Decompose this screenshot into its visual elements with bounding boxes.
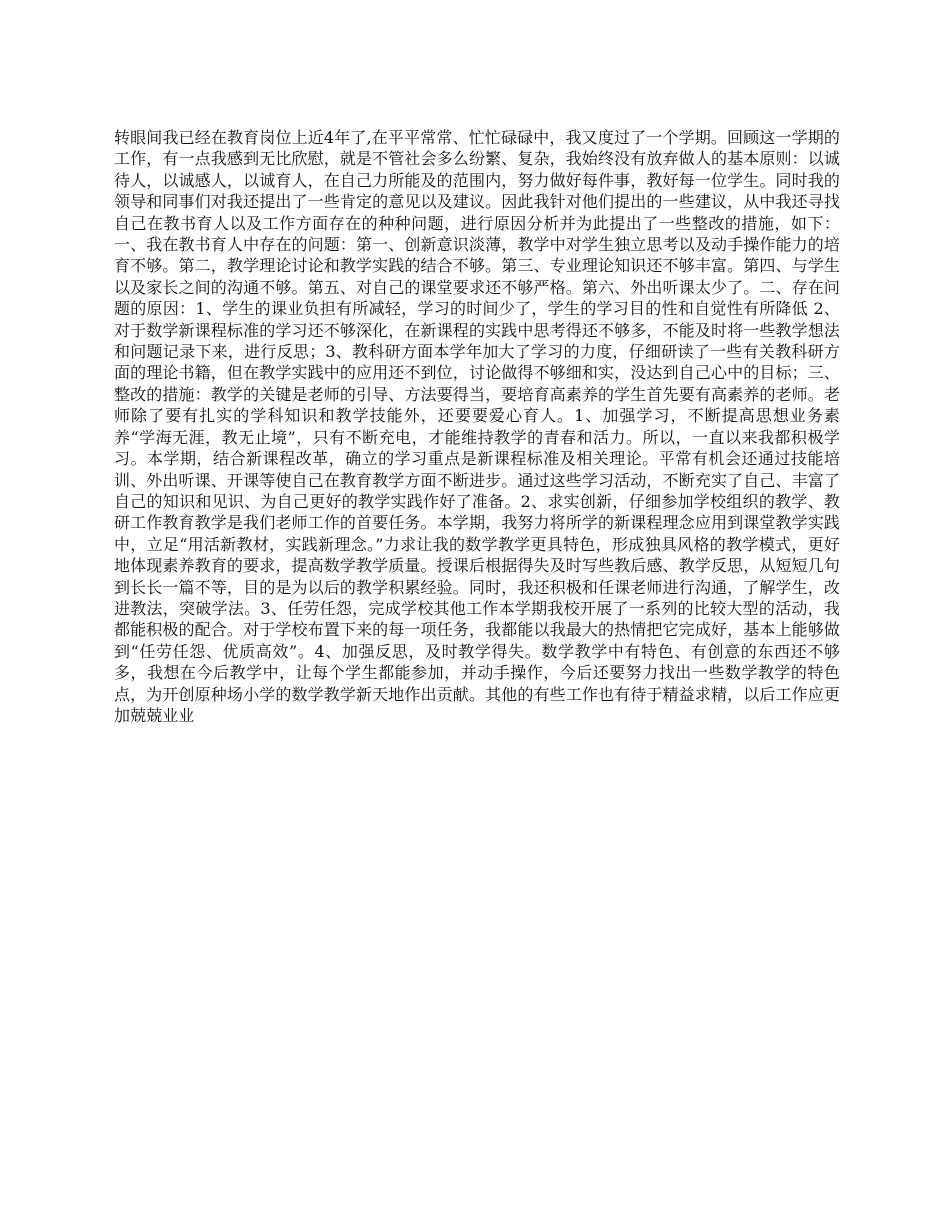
body-paragraph: 转眼间我已经在教育岗位上近4年了,在平平常常、忙忙碌碌中，我又度过了一个学期。回顾这一学期的工作，有一点我感到无比欣慰，就是不管社会多么纷繁、复杂，我始终没有放弃做人的基本原则：以诚待人，以诚感人，以诚育人，在自己力所能及的范围内，努力做好每件事，教好每一位学生。同时我的领导和同事们对我还提出了一些肯定的意见以及建议。因此我针对他们提出的一些建议，从中我还寻找自己在教书育人以及工作方面存在的种种问题，进行原因分析并为此提出了一些整改的措施，如下：一、我在教书育人中存在的问题：第一、创新意识淡薄，教学中对学生独立思考以及动手操作能力的培育不够。第二，教学理论讨论和教学实践的结合不够。第三、专业理论知识还不够丰富。第四、与学生以及家长之间的沟通不够。第五、对自己的课堂要求还不够严格。第六、外出听课太少了。二、存在问题的原因：1、学生的课业负担有所减轻，学习的时间少了，学生的学习目的性和自觉性有所降低 2、对于数学新课程标准的学习还不够深化，在新课程的实践中思考得还不够多，不能及时将一些教学想法和问题记录下来，进行反思；3、教科研方面本学年加大了学习的力度，仔细研读了一些有关教科研方面的理论书籍，但在教学实践中的应用还不到位，讨论做得不够细和实，没达到自己心中的目标；三、整改的措施：教学的关键是老师的引导、方法要得当，要培育高素养的学生首先要有高素养的老师。老师除了要有扎实的学科知识和教学技能外，还要要爱心育人。1、加强学习，不断提高思想业务素养“学海无涯，教无止境”，只有不断充电，才能维持教学的青春和活力。所以，一直以来我都积极学习。本学期，结合新课程改革，确立的学习重点是新课程标准及相关理论。平常有机会还通过技能培训、外出听课、开课等使自己在教育教学方面不断进步。通过这些学习活动，不断充实了自己、丰富了自己的知识和见识、为自己更好的教学实践作好了准备。2、求实创新，仔细参加学校组织的教学、教研工作教育教学是我们老师工作的首要任务。本学期，我努力将所学的新课程理念应用到课堂教学实践中，立足“用活新教材，实践新理念。”力求让我的数学教学更具特色，形成独具风格的教学模式，更好地体现素养教育的要求，提高数学教学质量。授课后根据得失及时写些教后感、教学反思，从短短几句到长长一篇不等，目的是为以后的教学积累经验。同时，我还积极和任课老师进行沟通，了解学生，改进教法，突破学法。3、任劳任怨，完成学校其他工作本学期我校开展了一系列的比较大型的活动，我都能积极的配合。对于学校布置下来的每一项任务，我都能以我最大的热情把它完成好，基本上能够做到“任劳任怨、优质高效”。4、加强反思，及时教学得失。数学教学中有特色、有创意的东西还不够多，我想在今后教学中，让每个学生都能参加，并动手操作，今后还要努力找出一些数学教学的特色点，为开创原种场小学的数学教学新天地作出贡献。其他的有些工作也有待于精益求精，以后工作应更加兢兢业业 [114,128,840,725]
